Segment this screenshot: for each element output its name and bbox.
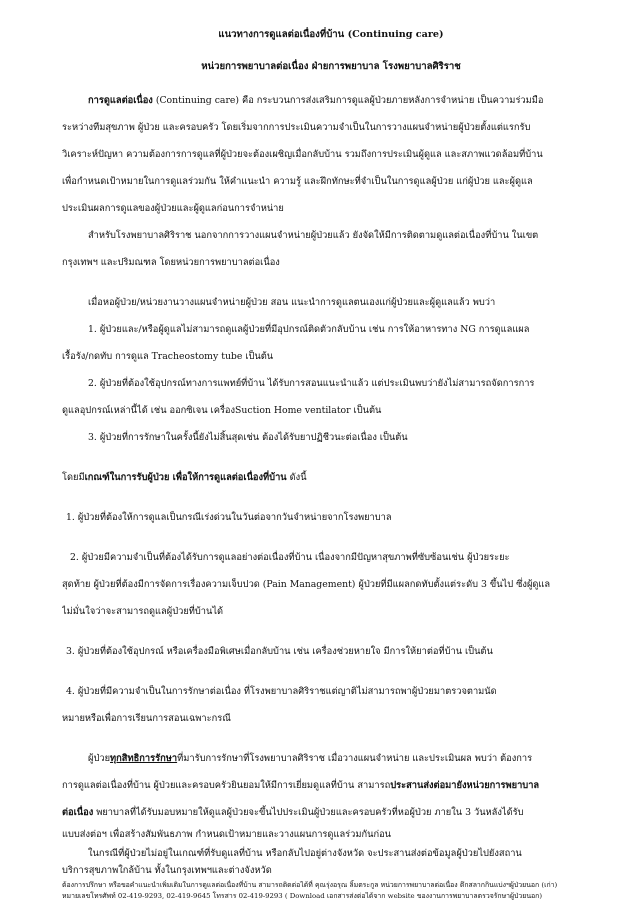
- footer-phone: หมายเลขโทรศัพท์ 02-419-9293, 02-419-9645 โทรสาร 02-419-9293 ( Download เอกสารส่งต่อได้จาก website ของงานการพยาบาลตรวจรักษาผู้ป่วยนอก): [62, 892, 543, 900]
- criteria-item-2: 2. ผู้ป่วยมีความจำเป็นที่ต้องได้รับการดูแลอย่างต่อเนื่องที่บ้าน เนื่องจากมีปัญหาสุขภาพที่ซับซ้อนเช่น ผู้ป่วยระยะ: [70, 552, 510, 563]
- criteria-item-2-cont-1: สุดท้าย ผู้ป่วยที่ต้องมีการจัดการเรื่องความเจ็บปวด (Pain Management) ผู้ป่วยที่มีแผลกดทับตั้งแต่ระดับ 3 ขึ้นไป ซึ่งผู้ดูแล: [62, 579, 551, 590]
- discharge-item-2: 2. ผู้ป่วยที่ต้องใช้อุปกรณ์ทางการแพทย์ที่บ้าน ได้รับการสอนแนะนำแล้ว แต่ประเมินพบว่ายังไม่สามารถจัดการการ: [88, 378, 535, 389]
- rights-line-2-text: การดูแลต่อเนื่องที่บ้าน ผู้ป่วยและครอบครัวยินยอมให้มีการเยี่ยมดูแลที่บ้าน สามารถ: [62, 780, 391, 791]
- criteria-item-4: 4. ผู้ป่วยที่มีความจำเป็นในการรักษาต่อเนื่อง ที่โรงพยาบาลศิริราชแต่ญาติไม่สามารถพาผู้ป่วยมาตรวจตามนัด: [66, 686, 497, 697]
- rights-line-2-bold: ประสานส่งต่อมายังหน่วยการพยาบาล: [390, 780, 540, 791]
- rights-pre: ผู้ป่วย: [88, 753, 111, 764]
- intro-line-4: เพื่อกำหนดเป้าหมายในการดูแลร่วมกัน ให้คำแนะนำ ความรู้ และฝึกทักษะที่จำเป็นในการดูแลผู้ป่วย แก่ผู้ป่วย และผู้ดูแล: [62, 176, 533, 187]
- discharge-item-1: 1. ผู้ป่วยและ/หรือผู้ดูแลไม่สามารถดูแลผู้ป่วยที่มีอุปกรณ์ติดตัวกลับบ้าน เช่น การให้อาหารทาง NG การดูแลแผล: [88, 324, 530, 335]
- page-subtitle: หน่วยการพยาบาลต่อเนื่อง ฝ่ายการพยาบาล โรงพยาบาลศิริราช: [201, 61, 461, 72]
- discharge-item-1-cont: เรื้อรัง/กดทับ การดูแล Tracheostomy tube เป็นต้น: [62, 351, 274, 362]
- criteria-item-4-cont: หมายหรือเพื่อการเรียนการสอนเฉพาะกรณี: [62, 713, 231, 724]
- criteria-item-1: 1. ผู้ป่วยที่ต้องให้การดูแลเป็นกรณีเร่งด่วนในวันต่อจากวันจำหน่ายจากโรงพยาบาล: [66, 512, 392, 523]
- page-title: แนวทางการดูแลต่อเนื่องที่บ้าน (Continuing care): [218, 29, 444, 40]
- intro-line-5: ประเมินผลการดูแลของผู้ป่วยและผู้ดูแลก่อนการจำหน่าย: [62, 203, 284, 214]
- rights-line-3-bold: ต่อเนื่อง: [62, 807, 94, 818]
- discharge-item-2-cont: ดูแลอุปกรณ์เหล่านี้ได้ เช่น ออกซิเจน เครื่องSuction Home ventilator เป็นต้น: [62, 405, 382, 416]
- rights-line-3: [62, 804, 600, 821]
- intro-line-2: ระหว่างทีมสุขภาพ ผู้ป่วย และครอบครัว โดยเริ่มจากการประเมินความจำเป็นในการวางแผนจำหน่ายผู้ป่วยตั้งแต่แรกรับ: [62, 122, 531, 133]
- criteria-item-2-cont-2: ไม่มั่นใจว่าจะสามารถดูแลผู้ป่วยที่บ้านได้: [62, 606, 224, 617]
- rights-line-5: ในกรณีที่ผู้ป่วยไม่อยู่ในเกณฑ์ที่รับดูแลที่บ้าน หรือกลับไปอยู่ต่างจังหวัด จะประสานส่งต่อข้อมูลผู้ป่วยไปยังสถาน: [88, 848, 522, 859]
- intro-line-1: [62, 92, 600, 109]
- footer-contact: ต้องการปรึกษา หรือขอคำแนะนำเพิ่มเติมในการดูแลต่อเนื่องที่บ้าน สามารถติดต่อได้ที่ คุณรุ่งอรุณ ลิ้มตระกูล หน่วยการพยาบาลต่อเนื่อง ตึกสลากกินแบ่งฯผู้ป่วยนอก (เก่า): [62, 881, 558, 889]
- discharge-intro: เมื่อหอผู้ป่วย/หน่วยงานวางแผนจำหน่ายผู้ป่วย สอน แนะนำการดูแลตนเองแก่ผู้ป่วยและผู้ดูแลแล้ว พบว่า: [88, 297, 496, 308]
- rights-line-2: [62, 777, 600, 794]
- criteria-bold: เกณฑ์ในการรับผู้ป่วย เพื่อให้การดูแลต่อเนื่องที่บ้าน: [84, 472, 287, 483]
- criteria-item-3: 3. ผู้ป่วยที่ต้องใช้อุปกรณ์ หรือเครื่องมือพิเศษเมื่อกลับบ้าน เช่น เครื่องช่วยหายใจ มีการให้ยาต่อที่บ้าน เป็นต้น: [66, 646, 493, 657]
- rights-line-4: แบบส่งต่อฯ เพื่อสร้างสัมพันธภาพ กำหนดเป้าหมายและวางแผนการดูแลร่วมกันก่อน: [62, 829, 392, 840]
- intro-line-1-text: (Continuing care) คือ กระบวนการส่งเสริมการดูแลผู้ป่วยภายหลังการจำหน่าย เป็นความร่วมมือ: [152, 95, 544, 106]
- criteria-heading: [62, 469, 600, 486]
- rights-line-1: [62, 750, 600, 767]
- rights-line-6: บริการสุขภาพใกล้บ้าน ทั้งในกรุงเทพฯและต่างจังหวัด: [62, 865, 272, 876]
- criteria-pre: โดยมี: [62, 472, 85, 483]
- rights-line-3-text: พยาบาลที่ได้รับมอบหมายให้ดูแลผู้ป่วยจะขึ้นไปประเมินผู้ป่วยและครอบครัวที่หอผู้ป่วย ภายใน 3 วันหลังได้รับ: [93, 807, 524, 818]
- siriraj-line-1: สำหรับโรงพยาบาลศิริราช นอกจากการวางแผนจำหน่ายผู้ป่วยแล้ว ยังจัดให้มีการติดตามดูแลต่อเนื่องที่บ้าน ในเขต: [88, 230, 539, 241]
- rights-line-1-text: ที่มารับการรักษาที่โรงพยาบาลศิริราช เมื่อวางแผนจำหน่าย และประเมินผล พบว่า ต้องการ: [177, 753, 533, 764]
- siriraj-line-2: กรุงเทพฯ และปริมณฑล โดยหน่วยการพยาบาลต่อเนื่อง: [62, 257, 280, 268]
- discharge-item-3: 3. ผู้ป่วยที่การรักษาในครั้งนี้ยังไม่สิ้นสุดเช่น ต้องได้รับยาปฏิชีวนะต่อเนื่อง เป็นต้น: [88, 432, 408, 443]
- rights-bold: ทุกสิทธิการรักษา: [110, 753, 178, 764]
- intro-line-3: วิเคราะห์ปัญหา ความต้องการการดูแลที่ผู้ป่วยจะต้องเผชิญเมื่อกลับบ้าน รวมถึงการประเมินผู้ดูแล และสภาพแวดล้อมที่บ้าน: [62, 149, 543, 160]
- criteria-post: ดังนี้: [286, 472, 307, 483]
- intro-term: การดูแลต่อเนื่อง: [88, 95, 153, 106]
